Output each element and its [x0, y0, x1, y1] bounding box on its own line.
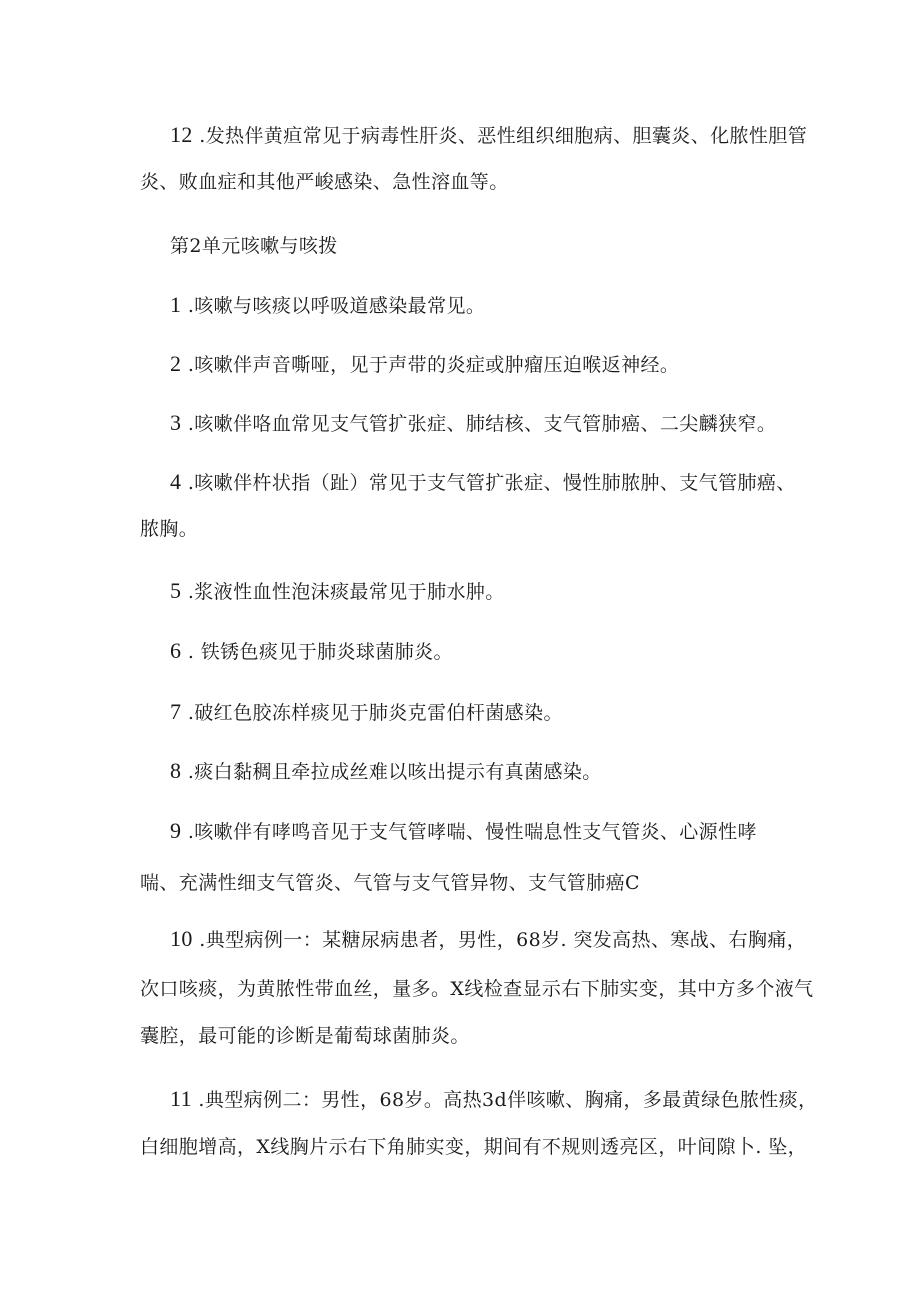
- item-text: .咳嗽伴杵状指（趾）常见于支气管扩张症、慢性肺脓肿、支气管肺癌、: [181, 472, 796, 494]
- item-1: [170, 294, 485, 316]
- item-text: .咳嗽伴有哮鸣音见于支气管哮喘、慢性喘息性支气管炎、心源性哮: [181, 821, 757, 843]
- item-11-line-2: 白细胞增高，X线胸片示右下角肺实变，期间有不规则透亮区，叶间隙卜. 坠，: [140, 1136, 808, 1158]
- item-9-line-1: [170, 820, 757, 842]
- item-number: 12: [170, 122, 193, 147]
- item-7: [170, 701, 563, 723]
- item-12-line-2: 炎、败血症和其他严峻感染、急性溶血等。: [140, 171, 509, 193]
- item-text: . 铁锈色痰见于肺炎球菌肺炎。: [181, 641, 453, 663]
- item-8: [170, 760, 602, 782]
- item-10-line-3: 囊腔，最可能的诊断是葡萄球菌肺炎。: [140, 1025, 470, 1047]
- item-11-line-1: [170, 1088, 818, 1110]
- item-6: [170, 640, 453, 662]
- item-text: .典型病例二：男性，68岁。高热3d伴咳嗽、胸痛，多最黄绿色脓性痰，: [191, 1089, 818, 1111]
- item-5: [170, 580, 505, 602]
- item-2: [170, 353, 679, 375]
- item-9-line-2: 喘、充满性细支气管炎、气管与支气管异物、支气管肺癌C: [140, 872, 640, 894]
- item-text: .咳嗽伴声音嘶哑，见于声带的炎症或肿瘤压迫喉返神经。: [181, 354, 680, 376]
- item-10-line-1: [170, 928, 806, 950]
- item-text: .破红色胶冻样痰见于肺炎克雷伯杆菌感染。: [181, 702, 563, 724]
- item-number: 5: [170, 578, 182, 603]
- item-4-line-1: [170, 471, 796, 493]
- item-number: 2: [170, 351, 182, 376]
- item-number: 1: [170, 292, 182, 317]
- item-number: 4: [170, 469, 182, 494]
- item-10-line-2: 次口咳痰，为黄脓性带血丝，量多。X线检查显示右下肺实变，其中方多个液气: [140, 978, 814, 1000]
- item-number: 8: [170, 758, 182, 783]
- item-text: .痰白黏稠且牵拉成丝难以咳出提示有真菌感染。: [181, 761, 602, 783]
- item-text: .浆液性血性泡沫痰最常见于肺水肿。: [181, 581, 505, 603]
- item-text: .咳嗽伴咯血常见支气管扩张症、肺结核、支气管肺癌、二尖麟狭窄。: [181, 413, 777, 435]
- section-title: 第2单元咳嗽与咳拨: [170, 235, 338, 257]
- item-number: 11: [170, 1086, 192, 1111]
- item-3: [170, 412, 776, 434]
- item-text: .典型病例一：某糖尿病患者，男性，68岁. 突发高热、寒战、右胸痛，: [192, 929, 807, 951]
- item-number: 7: [170, 699, 182, 724]
- item-text: .发热伴黄疸常见于病毒性肝炎、恶性组织细胞病、胆囊炎、化脓性胆管: [192, 125, 808, 147]
- item-number: 3: [170, 410, 182, 435]
- item-number: 9: [170, 818, 182, 843]
- item-4-line-2: 脓胸。: [140, 518, 199, 540]
- item-12-line-1: [170, 124, 807, 146]
- item-number: 6: [170, 638, 182, 663]
- item-number: 10: [170, 926, 193, 951]
- item-text: .咳嗽与咳痰以呼吸道感染最常见。: [181, 295, 486, 317]
